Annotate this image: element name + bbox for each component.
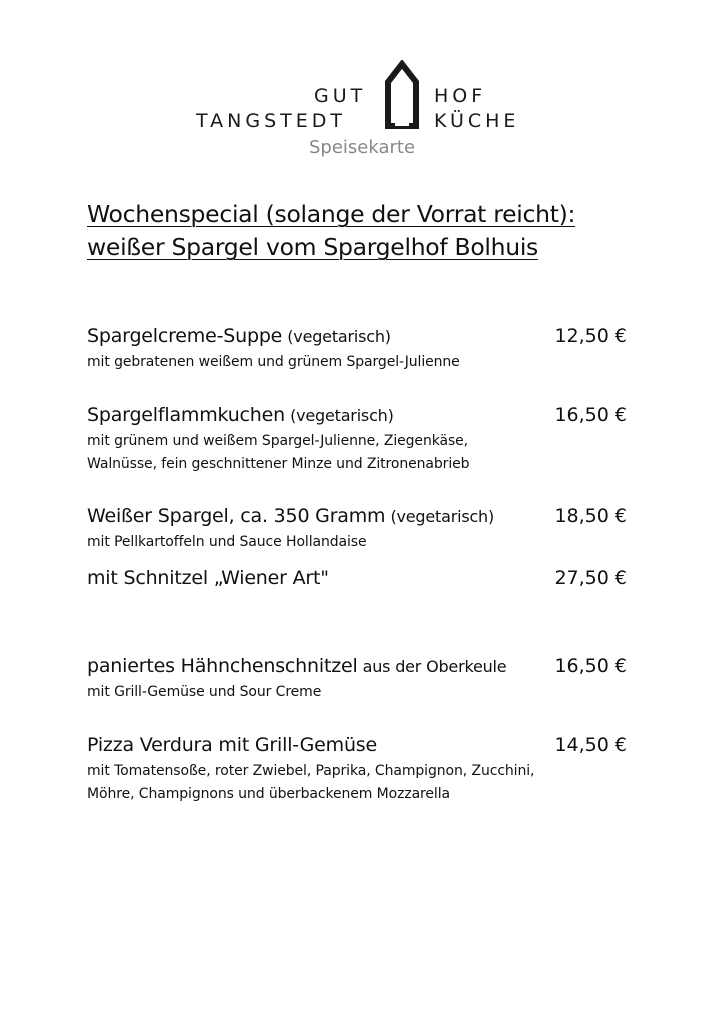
special-heading-line-1: Wochenspecial (solange der Vorrat reicht): [87, 200, 576, 228]
menu-item-name: paniertes Hähnchenschnitzel [87, 655, 358, 677]
menu-item-title-row [87, 734, 627, 760]
menu-item-name: Pizza Verdura mit Grill-Gemüse [87, 734, 377, 756]
menu-item [87, 734, 627, 806]
logo-text-hof: HOF [434, 85, 487, 107]
menu-item-title-row [87, 567, 627, 593]
menu-item-price: 14,50 € [554, 734, 627, 756]
menu-item-title-row [87, 325, 627, 351]
menu-item [87, 655, 627, 704]
menu-item-price: 16,50 € [554, 404, 627, 426]
menu-item-description: Walnüsse, fein geschnittener Minze und Zitronenabrieb [87, 456, 470, 472]
menu-item-name: Weißer Spargel, ca. 350 Gramm [87, 505, 386, 527]
menu-item [87, 404, 627, 476]
menu-item-title-row [87, 505, 627, 531]
menu-item-name: Spargelflammkuchen [87, 404, 285, 426]
logo-text-gut: GUT [314, 85, 367, 107]
menu-item-price: 18,50 € [554, 505, 627, 527]
menu-item-name: Spargelcreme-Suppe [87, 325, 283, 347]
menu-item-description: mit Pellkartoffeln und Sauce Hollandaise [87, 534, 367, 550]
menu-item-description: mit grünem und weißem Spargel-Julienne, Ziegenkäse, [87, 433, 469, 449]
menu-item [87, 505, 627, 554]
menu-item-note: (vegetarisch) [290, 406, 394, 425]
menu-item-name: mit Schnitzel „Wiener Art" [87, 567, 329, 589]
logo-text-kueche: KÜCHE [434, 110, 520, 132]
menu-item [87, 567, 627, 593]
menu-item-price: 27,50 € [554, 567, 627, 589]
menu-item-description: mit Tomatensoße, roter Zwiebel, Paprika, Champignon, Zucchini, [87, 763, 535, 779]
menu-item [87, 325, 627, 374]
menu-item-title-row [87, 655, 627, 681]
logo [0, 0, 724, 170]
menu-item-description: mit gebratenen weißem und grünem Spargel-Julienne [87, 354, 460, 370]
menu-item-price: 16,50 € [554, 655, 627, 677]
menu-item-note: (vegetarisch) [287, 327, 391, 346]
menu-subtitle: Speisekarte [308, 137, 416, 158]
menu-item-note: (vegetarisch) [390, 507, 495, 526]
menu-item-title-row [87, 404, 627, 430]
menu-item-price: 12,50 € [554, 325, 627, 347]
house-icon [384, 60, 420, 130]
special-heading-line-2: weißer Spargel vom Spargelhof Bolhuis [87, 233, 538, 261]
menu-item-description: Möhre, Champignons und überbackenem Mozzarella [87, 786, 450, 802]
logo-text-tangstedt: TANGSTEDT [196, 110, 346, 132]
special-heading [87, 198, 575, 264]
menu-item-note: aus der Oberkeule [362, 657, 507, 676]
menu-item-description: mit Grill-Gemüse und Sour Creme [87, 684, 322, 700]
